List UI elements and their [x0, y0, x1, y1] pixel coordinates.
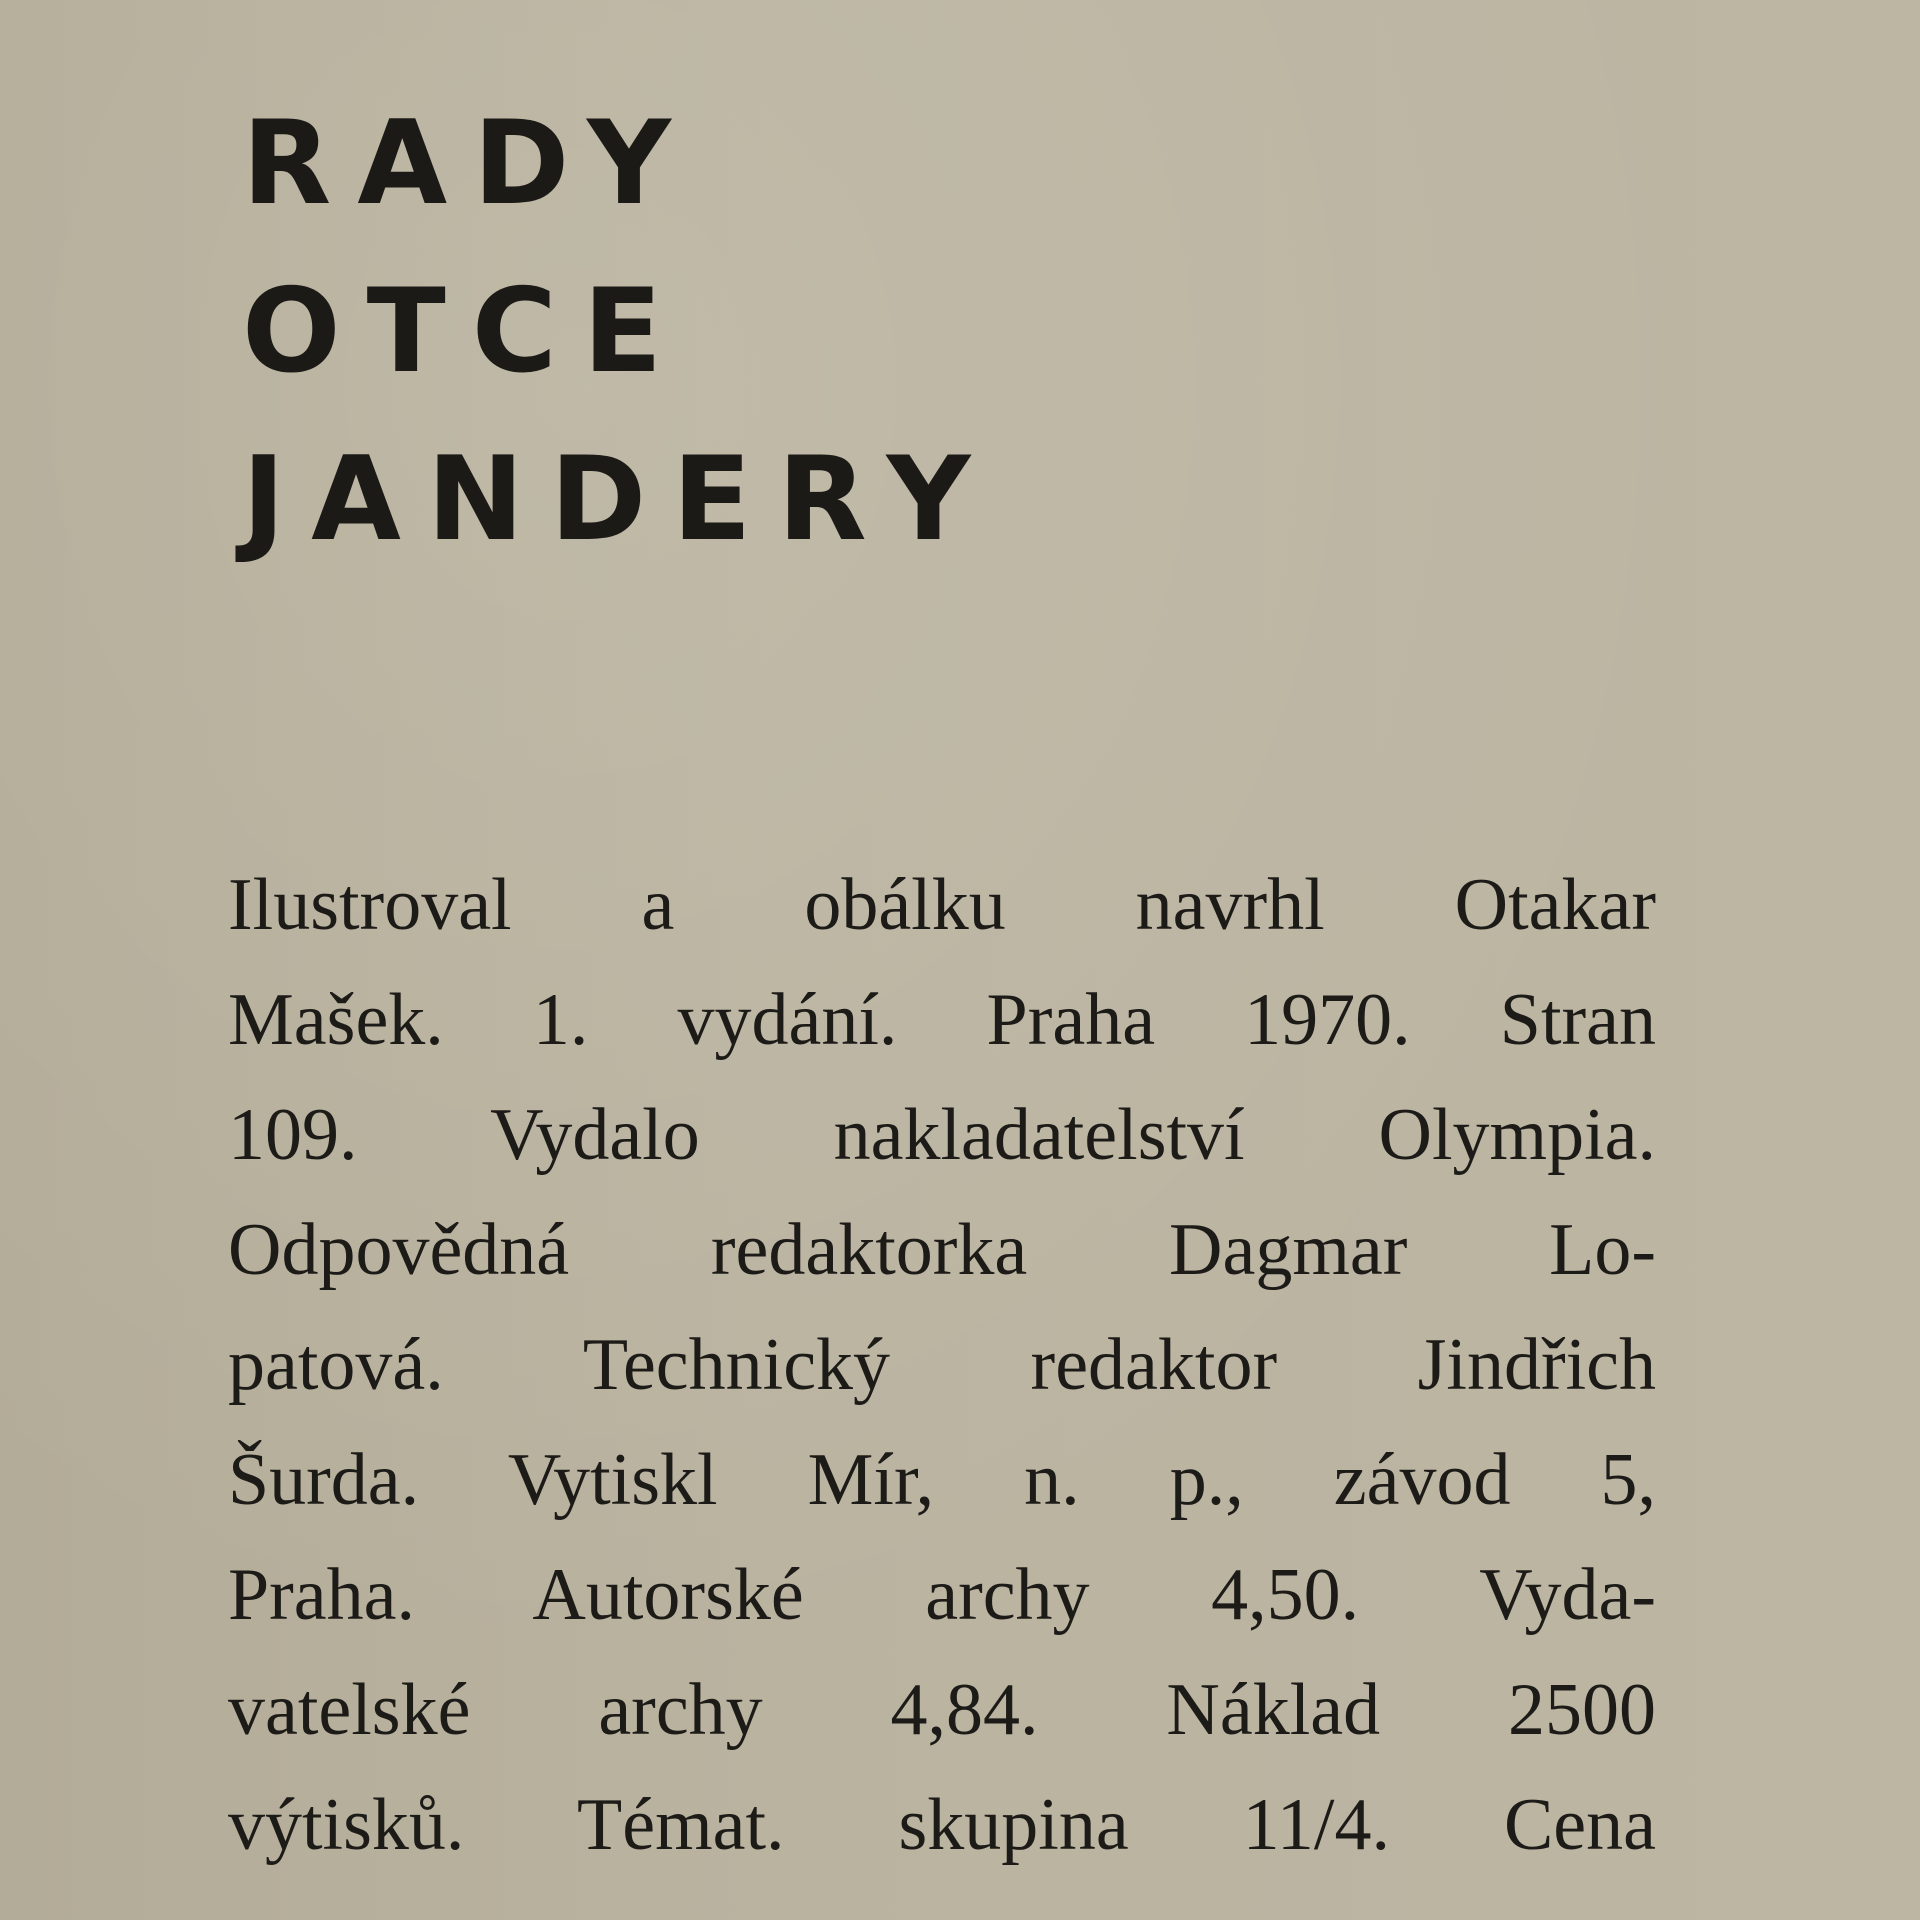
- colophon-line: Odpovědná redaktorka Dagmar Lo-: [228, 1209, 1656, 1291]
- colophon-line: výtisků. Témat. skupina 11/4. Cena: [228, 1784, 1656, 1866]
- title-line: OTCE: [242, 264, 689, 399]
- colophon-line: Mašek. 1. vydání. Praha 1970. Stran: [228, 979, 1656, 1061]
- colophon-line: vatelské archy 4,84. Náklad 2500: [228, 1669, 1656, 1751]
- book-title: [242, 80, 997, 584]
- colophon-text: [228, 848, 1656, 1883]
- colophon-line: Šurda. Vytiskl Mír, n. p., závod 5,: [228, 1439, 1656, 1521]
- title-line: JANDERY: [242, 432, 997, 567]
- colophon-line: 109. Vydalo nakladatelství Olympia.: [228, 1094, 1656, 1176]
- colophon-line: Praha. Autorské archy 4,50. Vyda-: [228, 1554, 1656, 1636]
- colophon-line: Ilustroval a obálku navrhl Otakar: [228, 864, 1656, 946]
- title-line: RADY: [242, 96, 697, 231]
- colophon-line: patová. Technický redaktor Jindřich: [228, 1324, 1656, 1406]
